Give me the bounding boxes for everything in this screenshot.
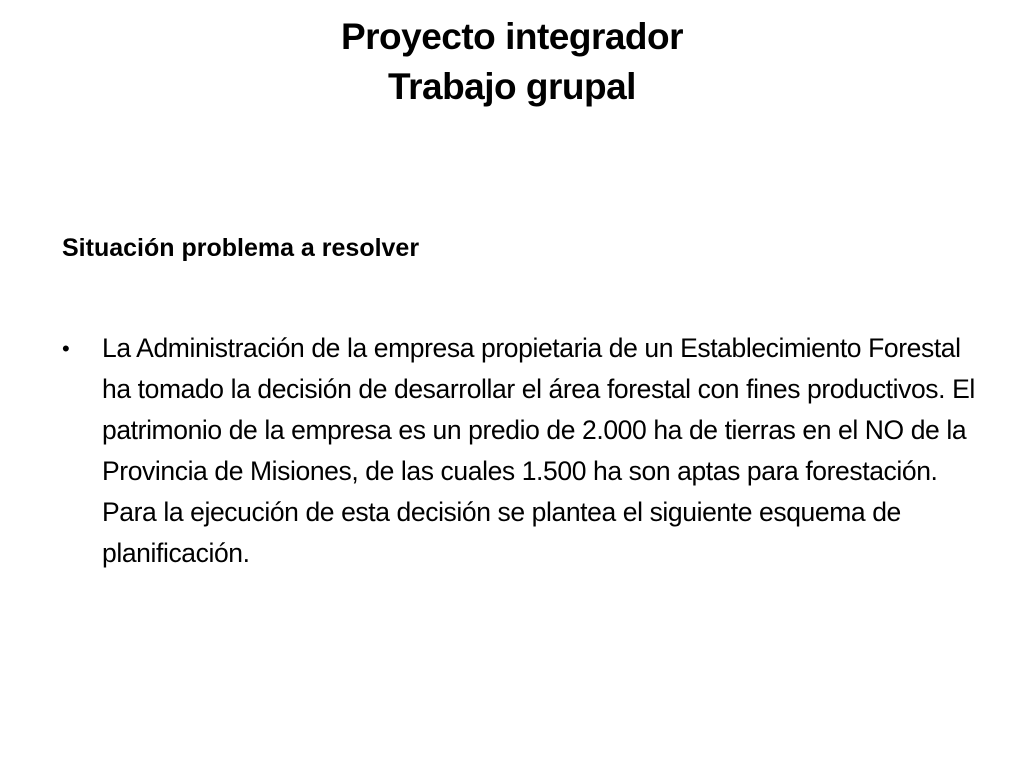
- bullet-list: [62, 328, 992, 574]
- slide-title-line-1: Proyecto integrador: [340, 16, 684, 57]
- bullet-text: La Administración de la empresa propietaria de un Establecimiento Forestal ha tomado la decisión de desarrollar el área forestal con fines productivos. El patrimonio de la empresa es un predio de 2.000 ha de tierras en el NO de la Provincia de Misiones, de las cuales 1.500 ha son aptas para forestación. Para la ejecución de esta decisión se plantea el siguiente esquema de planificación.: [102, 333, 975, 568]
- slide-title: [0, 12, 1024, 112]
- bullet-icon: •: [62, 336, 70, 361]
- section-heading: Situación problema a resolver: [62, 234, 420, 262]
- bullet-item: [62, 328, 992, 574]
- slide-title-line-2: Trabajo grupal: [388, 66, 636, 107]
